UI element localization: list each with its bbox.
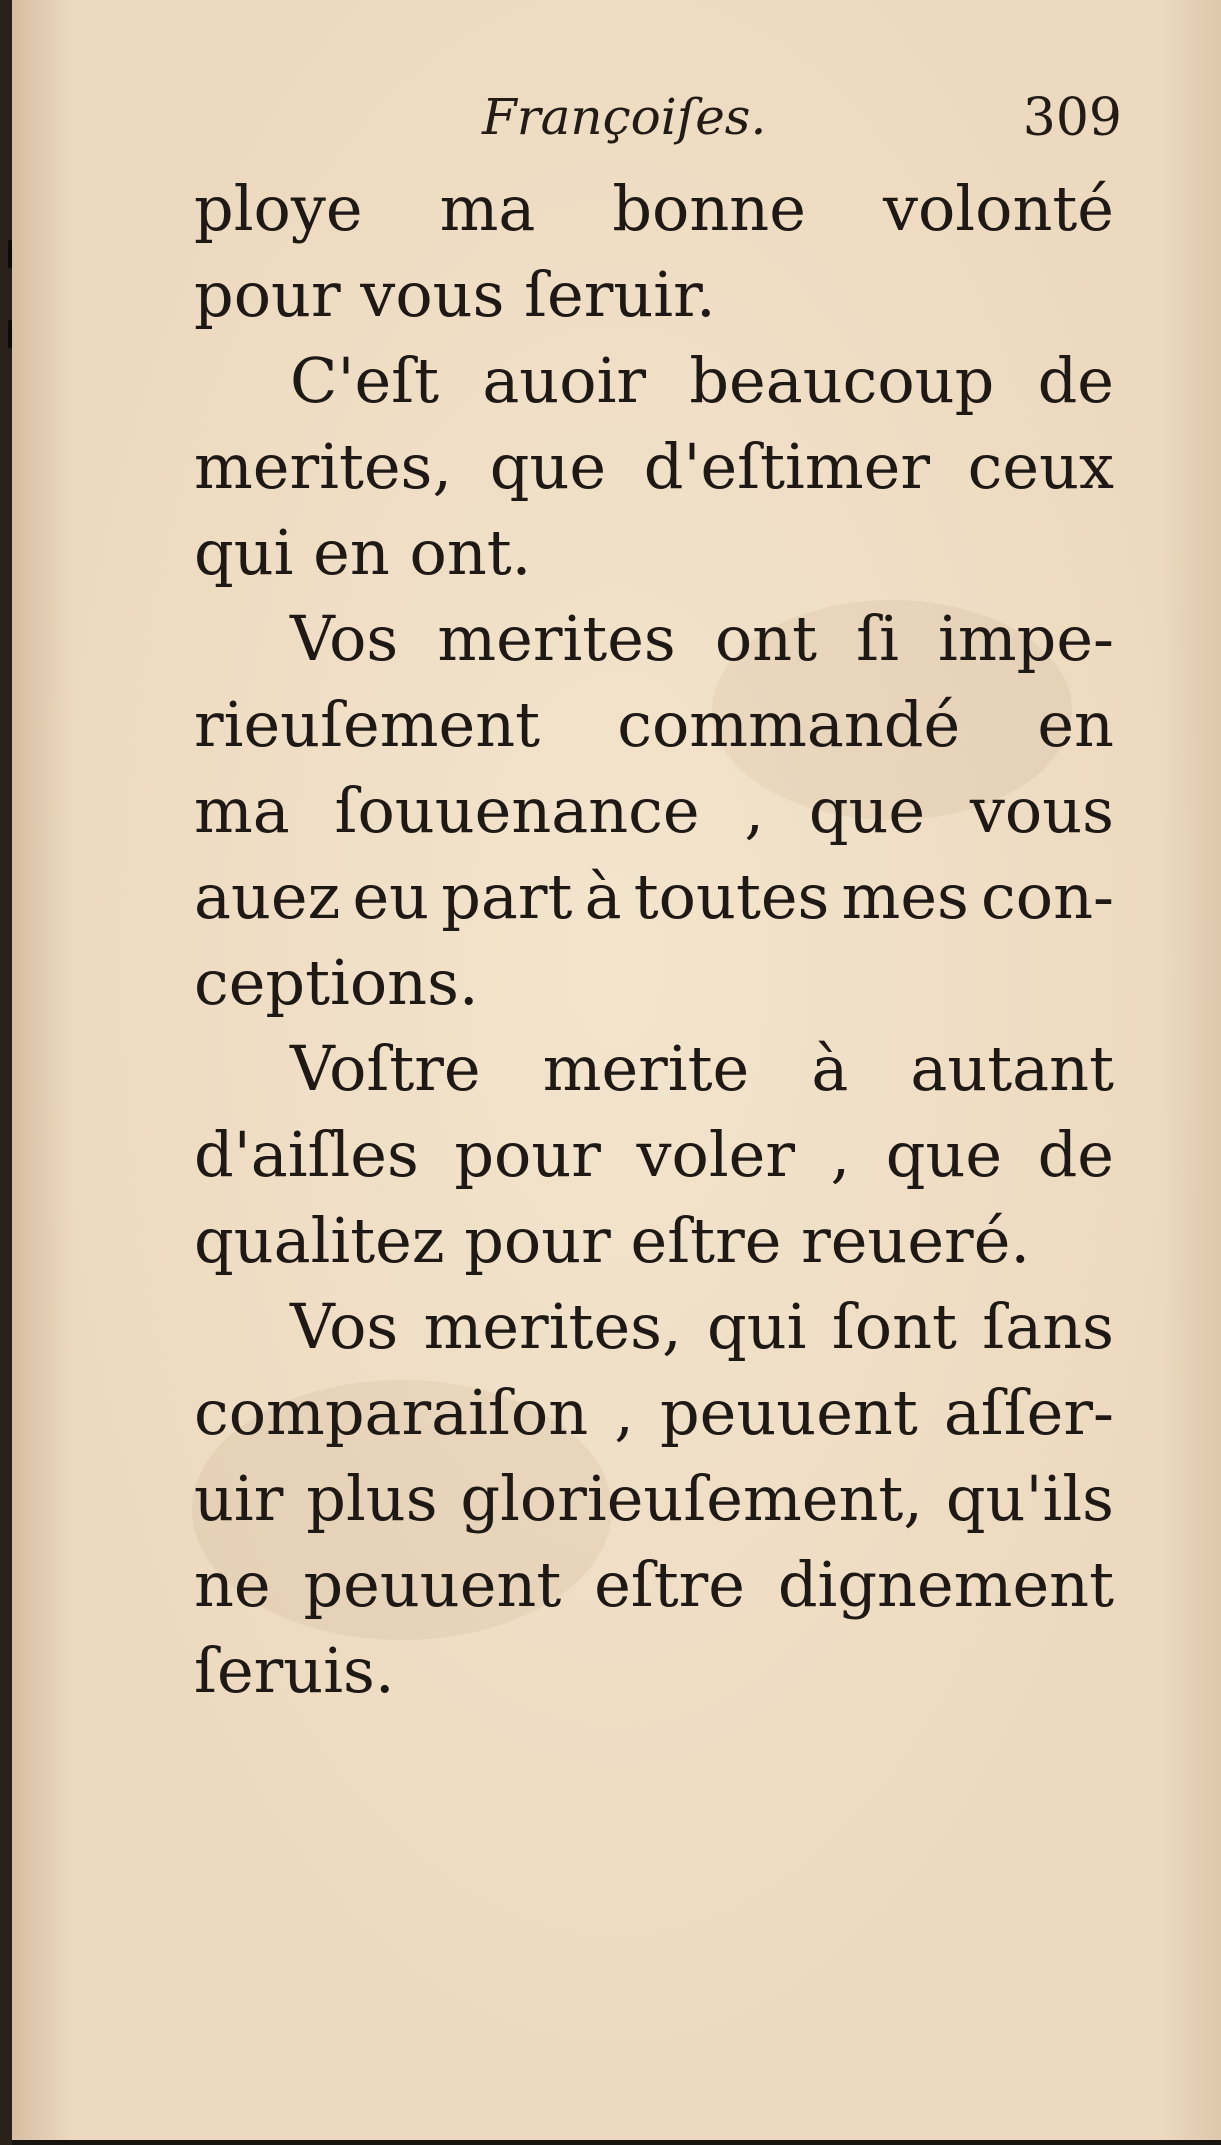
word: , bbox=[744, 774, 765, 847]
text-line: qui en ont. bbox=[194, 516, 532, 589]
word: de bbox=[1037, 344, 1114, 417]
text-line bbox=[194, 1112, 1114, 1198]
text-line bbox=[194, 1456, 1114, 1542]
word: part bbox=[441, 860, 573, 933]
word: con- bbox=[981, 860, 1114, 933]
word: bonne bbox=[612, 172, 806, 245]
body-text bbox=[194, 166, 1114, 1714]
text-line: qualitez pour eſtre reueré. bbox=[194, 1204, 1031, 1277]
text-line: ſeruis. bbox=[194, 1634, 395, 1707]
word: ceux bbox=[967, 430, 1114, 503]
text-line bbox=[194, 682, 1114, 768]
word: voler bbox=[636, 1118, 795, 1191]
word: autant bbox=[910, 1032, 1114, 1105]
page-header bbox=[482, 88, 1122, 158]
word: eſtre bbox=[594, 1548, 745, 1621]
word: à bbox=[811, 1032, 849, 1105]
text-line: pour vous ſeruir. bbox=[194, 258, 716, 331]
word: ne bbox=[194, 1548, 271, 1621]
word: auoir bbox=[482, 344, 647, 417]
word: rieuſement bbox=[194, 688, 541, 761]
word: ſi bbox=[856, 602, 899, 675]
text-line bbox=[194, 596, 1114, 682]
word: beaucoup bbox=[689, 344, 995, 417]
word: ont bbox=[714, 602, 818, 675]
page-number: 309 bbox=[1022, 88, 1122, 148]
word: commandé bbox=[617, 688, 961, 761]
word: dignement bbox=[777, 1548, 1114, 1621]
word: mes bbox=[841, 860, 969, 933]
word: merite bbox=[542, 1032, 750, 1105]
word: impe- bbox=[938, 602, 1114, 675]
word: d'aiſles bbox=[194, 1118, 419, 1191]
word: merites bbox=[437, 602, 676, 675]
word: aſſer- bbox=[943, 1376, 1114, 1449]
word: de bbox=[1037, 1118, 1114, 1191]
word: à bbox=[584, 860, 622, 933]
word: merites, bbox=[194, 430, 453, 503]
word: ploye bbox=[194, 172, 363, 245]
word: glorieuſement, bbox=[460, 1462, 923, 1535]
word: ma bbox=[194, 774, 290, 847]
book-page bbox=[12, 0, 1221, 2140]
word: toutes bbox=[633, 860, 830, 933]
word: ſont bbox=[831, 1290, 957, 1363]
word: en bbox=[1037, 688, 1114, 761]
word: qu'ils bbox=[945, 1462, 1114, 1535]
word: Vos bbox=[290, 602, 399, 675]
word: uir bbox=[194, 1462, 284, 1535]
text-line bbox=[194, 424, 1114, 510]
word: eu bbox=[352, 860, 430, 933]
text-line bbox=[194, 338, 1114, 424]
text-line bbox=[194, 166, 1114, 252]
word: auez bbox=[194, 860, 341, 933]
word: , bbox=[830, 1118, 851, 1191]
word: pour bbox=[454, 1118, 601, 1191]
text-line bbox=[194, 768, 1114, 854]
text-line bbox=[194, 1542, 1114, 1628]
word: Voſtre bbox=[290, 1032, 481, 1105]
word: C'eſt bbox=[290, 344, 440, 417]
text-line bbox=[194, 1284, 1114, 1370]
word: Vos bbox=[290, 1290, 399, 1363]
word: ſans bbox=[982, 1290, 1114, 1363]
word: que bbox=[885, 1118, 1003, 1191]
word: que bbox=[489, 430, 607, 503]
running-head: Françoiſes. bbox=[482, 88, 767, 146]
word: que bbox=[808, 774, 926, 847]
text-line bbox=[194, 1370, 1114, 1456]
word: d'eſtimer bbox=[643, 430, 930, 503]
word: plus bbox=[306, 1462, 438, 1535]
word: merites, bbox=[423, 1290, 682, 1363]
word: , bbox=[614, 1376, 634, 1449]
word: vous bbox=[969, 774, 1114, 847]
text-line: ceptions. bbox=[194, 946, 479, 1019]
word: comparaiſon bbox=[194, 1376, 589, 1449]
page-gutter bbox=[0, 0, 12, 2145]
text-line bbox=[194, 854, 1114, 940]
word: qui bbox=[707, 1290, 807, 1363]
word: peuuent bbox=[659, 1376, 918, 1449]
word: ſouuenance bbox=[334, 774, 700, 847]
text-line bbox=[194, 1026, 1114, 1112]
word: volonté bbox=[882, 172, 1114, 245]
word: ma bbox=[439, 172, 536, 245]
word: peuuent bbox=[303, 1548, 562, 1621]
